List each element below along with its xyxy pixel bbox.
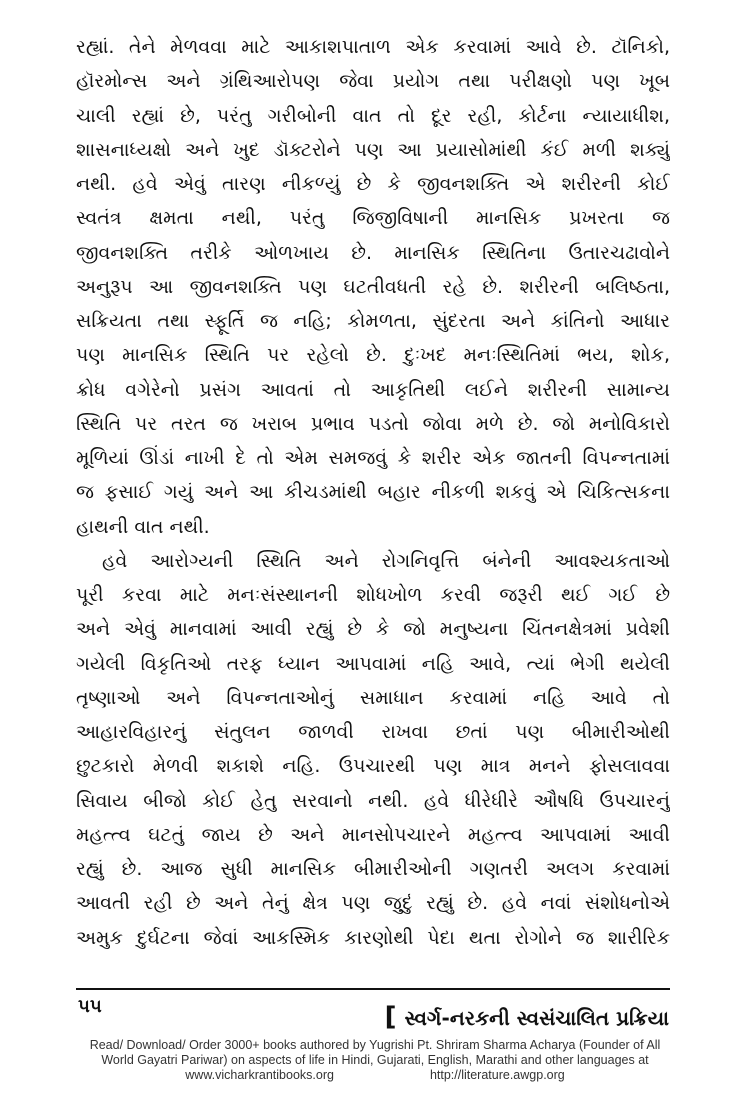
download-notice bbox=[60, 1038, 690, 1083]
notice-line-1: Read/ Download/ Order 3000+ books authored by Yugrishi Pt. Shriram Sharma Acharya (Founder of All bbox=[89, 1038, 661, 1052]
text-line: ક્રોધ વગેરેનો પ્રસંગ આવતાં તો આકૃતિથી લઈને શરીરની સામાન્ય bbox=[76, 378, 670, 401]
text-line: નથી. હવે એવું તારણ નીકળ્યું છે કે જીવનશક્તિ એ શરીરની કોઈ bbox=[76, 173, 670, 195]
notice-links bbox=[60, 1068, 690, 1083]
text-line: જ ફસાઈ ગયું અને આ કીચડમાંથી બહાર નીકળી શકવું એ ચિકિત્સકના bbox=[76, 481, 670, 504]
text-line: ચાલી રહ્યાં છે, પરંતુ ગરીબોની વાત તો દૂર રહી, કોર્ટના ન્યાયાધીશ, bbox=[76, 104, 670, 127]
text-line: હૉરમોન્સ અને ગ્રંથિઆરોપણ જેવા પ્રયોગ તથા પરીક્ષણો પણ ખૂબ bbox=[76, 70, 670, 93]
text-line: જીવનશક્તિ તરીકે ઓળખાય છે. માનસિક સ્થિતિના ઉતારચઢાવોને bbox=[76, 241, 670, 264]
notice-line-2: World Gayatri Pariwar) on aspects of life in Hindi, Gujarati, English, Marathi and other languages at bbox=[101, 1053, 649, 1067]
text-line: આવતી રહી છે અને તેનું ક્ષેત્ર પણ જુદું રહ્યું છે. હવે નવાં સંશોધનોએ bbox=[76, 892, 670, 915]
text-line: મહત્ત્વ ઘટતું જાય છે અને માનસોપચારને મહત્ત્વ આપવામાં આવી bbox=[76, 823, 670, 846]
text-line: સ્વતંત્ર ક્ષમતા નથી, પરંતુ જિજીવિષાની માનસિક પ્રખરતા જ bbox=[76, 207, 670, 230]
body-text bbox=[76, 30, 670, 955]
paragraph-end-line: હાથની વાત નથી. bbox=[76, 515, 210, 538]
text-line: ગયેલી વિકૃતિઓ તરફ ધ્યાન આપવામાં નહિ આવે, ત્યાં ભેગી થયેલી bbox=[76, 652, 670, 675]
text-line: આહારવિહારનું સંતુલન જાળવી રાખવા છતાં પણ બીમારીઓથી bbox=[76, 721, 670, 743]
literature-link[interactable]: http://literature.awgp.org bbox=[429, 1068, 565, 1082]
text-line: શાસનાધ્યક્ષો અને ખુદ ડૉક્ટરોને પણ આ પ્રયાસોમાંથી કંઈ મળી શક્યું bbox=[76, 138, 670, 161]
text-line: અને એવું માનવામાં આવી રહ્યું છે કે જો મનુષ્યના ચિંતનક્ષેત્રમાં પ્રવેશી bbox=[76, 618, 670, 641]
book-title-text: સ્વર્ગ-નરકની સ્વસંચાલિત પ્રક્રિયા bbox=[404, 1006, 669, 1030]
text-line: અમુક દુર્ઘટના જેવાં આકસ્મિક કારણોથી પેદા થતા રોગોને જ શારીરિક bbox=[76, 926, 670, 949]
footer-divider bbox=[76, 988, 670, 990]
title-bracket: [ bbox=[384, 1002, 397, 1032]
text-line: અનુરૂપ આ જીવનશક્તિ પણ ઘટતીવધતી રહે છે. શરીરની બલિષ્ઠતા, bbox=[76, 275, 670, 298]
text-line: પૂરી કરવા માટે મનઃસંસ્થાનની શોધખોળ કરવી જરૂરી થઈ ગઈ છે bbox=[76, 584, 670, 606]
text-line: છુટકારો મેળવી શકાશે નહિ. ઉપચારથી પણ માત્ર મનને ફોસલાવવા bbox=[76, 755, 670, 778]
text-line: સ્થિતિ પર તરત જ ખરાબ પ્રભાવ પડતો જોવા મળે છે. જો મનોવિકારો bbox=[76, 412, 670, 435]
text-line: રહ્યું છે. આજ સુધી માનસિક બીમારીઓની ગણતરી અલગ કરવામાં bbox=[76, 858, 670, 880]
paragraph-start-line: હવે આરોગ્યની સ્થિતિ અને રોગનિવૃત્તિ બંનેની આવશ્યકતાઓ bbox=[102, 549, 670, 572]
text-line: તૃષ્ણાઓ અને વિપન્નતાઓનું સમાધાન કરવામાં નહિ આવે તો bbox=[76, 686, 670, 709]
text-line: સક્રિયતા તથા સ્ફૂર્તિ જ નહિ; કોમળતા, સુંદરતા અને કાંતિનો આધાર bbox=[76, 310, 670, 332]
vicharkranti-link[interactable]: www.vicharkrantibooks.org bbox=[185, 1068, 334, 1082]
text-line: રહ્યાં. તેને મેળવવા માટે આકાશપાતાળ એક કરવામાં આવે છે. ટૉનિકો, bbox=[76, 36, 670, 58]
running-footer-title bbox=[385, 1002, 669, 1033]
text-line: સિવાય બીજો કોઈ હેતુ સરવાનો નથી. હવે ધીરેધીરે ઔષધિ ઉપચારનું bbox=[76, 789, 670, 812]
page-number: ૫૫ bbox=[78, 996, 102, 1017]
text-line: પણ માનસિક સ્થિતિ પર રહેલો છે. દુઃખદ મનઃસ્થિતિમાં ભય, શોક, bbox=[76, 344, 670, 367]
text-line: મૂળિયાં ઊંડાં નાખી દે તો એમ સમજવું કે શરીર એક જાતની વિપન્નતામાં bbox=[76, 447, 670, 469]
